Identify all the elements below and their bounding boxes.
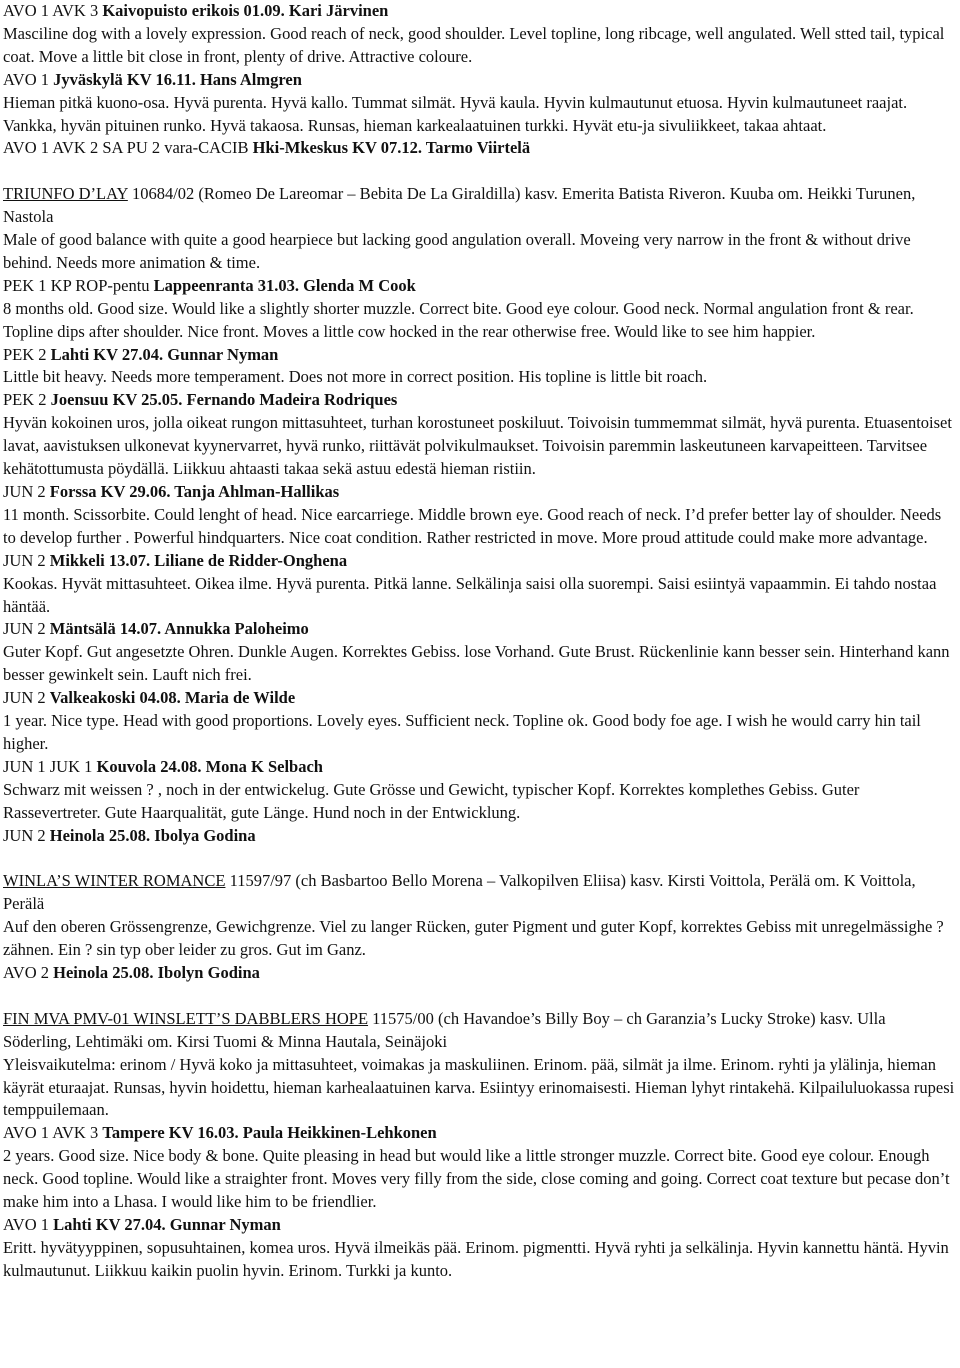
show-result-line: [3, 1214, 957, 1237]
critique-text: 8 months old. Good size. Would like a slightly shorter muzzle. Correct bite. Good eye colour. Good neck. Normal angulation front & rear. Topline dips after shoulder. Nice front. Moves a little cow hocked in the rear otherwise free. Would like to see him happier.: [3, 298, 914, 341]
dog-entry: [3, 1008, 957, 1054]
show-venue-judge: Mikkeli 13.07. Liliane de Ridder-Onghena: [49, 550, 348, 570]
show-venue-judge: Lahti KV 27.04. Gunnar Nyman: [53, 1214, 281, 1234]
critique-text: Masciline dog with a lovely expression. Good reach of neck, good shoulder. Level topline, long ribcage, well angulated. Well stted tail, typical coat. Move a little bit close in front, plenty of drive. Attractive coloure.: [3, 23, 945, 66]
critique-text: Male of good balance with quite a good hearpiece but lacking good angulation overall. Moveing very narrow in the front & without drive behind. Needs more animation & time.: [3, 230, 911, 272]
paragraph-gap: [3, 160, 957, 183]
show-placement: AVO 1: [3, 1214, 54, 1234]
critique-text: Schwarz mit weissen ? , noch in der entwickelug. Gute Grösse und Gewicht, typischer Kopf. Korrektes komplethes Gebiss. Guter Rassevertreter. Gute Haarqualität, gute Länge. Hund noch in der Entwicklung.: [3, 779, 860, 822]
show-result-line: [3, 0, 957, 23]
show-placement: AVO 2: [3, 963, 54, 983]
show-venue-judge: Kouvola 24.08. Mona K Selbach: [96, 756, 323, 776]
show-venue-judge: Jyväskylä KV 16.11. Hans Almgren: [53, 69, 302, 89]
show-result-line: [3, 550, 957, 573]
show-result-line: [3, 687, 957, 710]
show-result-line: [3, 756, 957, 779]
show-result-line: [3, 389, 957, 412]
show-venue-judge: Joensuu KV 25.05. Fernando Madeira Rodriques: [50, 390, 398, 410]
show-placement: PEK 1 KP ROP-pentu: [3, 275, 154, 295]
show-result-line: [3, 481, 957, 504]
show-placement: PEK 2: [3, 344, 51, 364]
show-placement: JUN 2: [3, 825, 50, 845]
show-placement: AVO 1 AVK 3: [3, 1, 103, 20]
show-result-line: [3, 69, 957, 92]
critique-text: 11 month. Scissorbite. Could lenght of head. Nice earcarriege. Middle brown eye. Good reach of neck. I’d prefer better lay of shoulder. Needs to develop further . Powerful hindquarters. Nice coat condition. Rather restricted in move. More proud attitude could make more advantage.: [3, 504, 942, 547]
dog-name: WINLA’S WINTER ROMANCE: [3, 871, 226, 891]
show-result-line: [3, 618, 957, 641]
critique-text: Kookas. Hyvät mittasuhteet. Oikea ilme. Hyvä purenta. Pitkä lanne. Selkälinja saisi olla suorempi. Saisi esiintyä vapaammin. Ei tahdo nostaa häntää.: [3, 573, 937, 616]
show-venue-judge: Heinola 25.08. Ibolya Godina: [49, 825, 256, 845]
critique-text: 1 year. Nice type. Head with good proportions. Lovely eyes. Sufficient neck. Topline ok. Good body foe age. I wish he would carry hin tail higher.: [3, 711, 921, 753]
show-result-line: [3, 962, 957, 985]
show-placement: JUN 2: [3, 482, 50, 502]
critique-text: Auf den oberen Grössengrenze, Gewichgrenze. Viel zu langer Rücken, guter Pigment und guter Kopf, korrektes Gebiss mit unregelmässighe ?zähnen. Ein ? sin typ ober leider zu gros. Gut im Ganz.: [3, 917, 944, 960]
show-result-line: [3, 137, 957, 160]
show-venue-judge: Lahti KV 27.04. Gunnar Nyman: [50, 344, 279, 364]
show-venue-judge: Mäntsälä 14.07. Annukka Paloheimo: [49, 619, 309, 639]
show-placement: JUN 2: [3, 619, 50, 639]
dog-entry: [3, 870, 957, 916]
dog-details: 10684/02 (Romeo De Lareomar – Bebita De La Giraldilla) kasv. Emerita Batista Riveron. Kuuba om. Heikki Turunen, Nastola: [3, 184, 916, 227]
critique-text: Hieman pitkä kuono-osa. Hyvä purenta. Hyvä kallo. Tummat silmät. Hyvä kaula. Hyvin kulmautunut etuosa. Hyvin kulmautuneet raajat. Vankka, hyvän pituinen runko. Hyvä takaosa. Runsas, hieman karkealaatuinen turkki. Hyvät etu-ja sivuliikkeet, takaa ahtaat.: [3, 92, 908, 135]
critique-text: Hyvän kokoinen uros, jolla oikeat rungon mittasuhteet, turhan korostuneet poskiluut. Toivoisin tummemmat silmät, hyvä purenta. Etuasentoiset lavat, aavistuksen ulkonevat kyynervarret, hyvä runko, riittävät polvikulmaukset. Toivoisin paremmin laskeutuneen karvapeitteen. Tarvitsee kehätottumusta pöydällä. Liikkuu ahtaasti takaa sekä astuu edestä hieman ristiin.: [3, 413, 952, 479]
show-venue-judge: Heinola 25.08. Ibolyn Godina: [53, 963, 260, 983]
critique-text: 2 years. Good size. Nice body & bone. Quite pleasing in head but would like a little stronger muzzle. Correct bite. Good eye colour. Enough neck. Good topline. Would like a straighter front. Moves very filly from the side, close coming and going. Correct coat texture but pecase don’t make him into a Lhasa. I would like him to be friendlier.: [3, 1146, 950, 1212]
show-placement: JUN 1 JUK 1: [3, 756, 97, 776]
show-placement: AVO 1 AVK 3: [3, 1123, 103, 1143]
dog-name: FIN MVA PMV-01 WINSLETT’S DABBLERS HOPE: [3, 1008, 369, 1028]
show-venue-judge: Forssa KV 29.06. Tanja Ahlman-Hallikas: [49, 482, 340, 502]
dog-details: 11575/00 (ch Havandoe’s Billy Boy – ch Garanzia’s Lucky Stroke) kasv. Ulla Söderling, Lehtimäki om. Kirsi Tuomi & Minna Hautala, Seinäjoki: [3, 1008, 886, 1051]
paragraph-gap: [3, 848, 957, 871]
show-venue-judge: Hki-Mkeskus KV 07.12. Tarmo Viirtelä: [252, 138, 531, 158]
show-result-line: [3, 825, 957, 848]
show-result-line: [3, 1122, 957, 1145]
show-placement: JUN 2: [3, 688, 50, 708]
critique-text: Eritt. hyvätyyppinen, sopusuhtainen, komea uros. Hyvä ilmeikäs pää. Erinom. pigmentti. Hyvä ryhti ja selkälinja. Hyvin kannettu häntä. Hyvin kulmautunut. Liikkuu kaikin puolin hyvin. Erinom. Turkki ja kunto.: [3, 1237, 949, 1280]
critique-text: Little bit heavy. Needs more temperament. Does not more in correct position. His topline is little bit roach.: [3, 367, 708, 387]
show-placement: PEK 2: [3, 390, 51, 410]
critique-text: Yleisvaikutelma: erinom / Hyvä koko ja mittasuhteet, voimakas ja maskuliinen. Erinom. pää, silmät ja ilme. Erinom. ryhti ja ylälinja, hieman käyrät eturaajat. Runsas, hyvin hoidettu, hieman karhealaatuinen karva. Esiintyy erinomaisesti. Hieman lyhyt rintakehä. Kilpailuluokassa rupesi temppuilemaan.: [3, 1054, 955, 1120]
show-venue-judge: Kaivopuisto erikois 01.09. Kari Järvinen: [102, 1, 389, 20]
show-placement: JUN 2: [3, 550, 50, 570]
dog-details: 11597/97 (ch Basbartoo Bello Morena – Valkopilven Eliisa) kasv. Kirsti Voittola, Perälä om. K Voittola, Perälä: [3, 871, 916, 914]
critique-text: Guter Kopf. Gut angesetzte Ohren. Dunkle Augen. Korrektes Gebiss. lose Vorhand. Gute Brust. Rückenlinie kann besser sein. Hinterhand kann besser gewinkelt sein. Lauft nich frei.: [3, 642, 950, 685]
dog-name: TRIUNFO D’LAY: [3, 184, 128, 204]
show-result-line: [3, 275, 957, 298]
show-venue-judge: Lappeenranta 31.03. Glenda M Cook: [153, 275, 416, 295]
show-placement: AVO 1 AVK 2 SA PU 2 vara-CACIB: [3, 138, 253, 158]
show-venue-judge: Valkeakoski 04.08. Maria de Wilde: [49, 688, 296, 708]
show-result-line: [3, 344, 957, 367]
dog-entry: [3, 183, 957, 229]
paragraph-gap: [3, 985, 957, 1008]
show-venue-judge: Tampere KV 16.03. Paula Heikkinen-Lehkonen: [102, 1123, 437, 1143]
show-placement: AVO 1: [3, 69, 54, 89]
